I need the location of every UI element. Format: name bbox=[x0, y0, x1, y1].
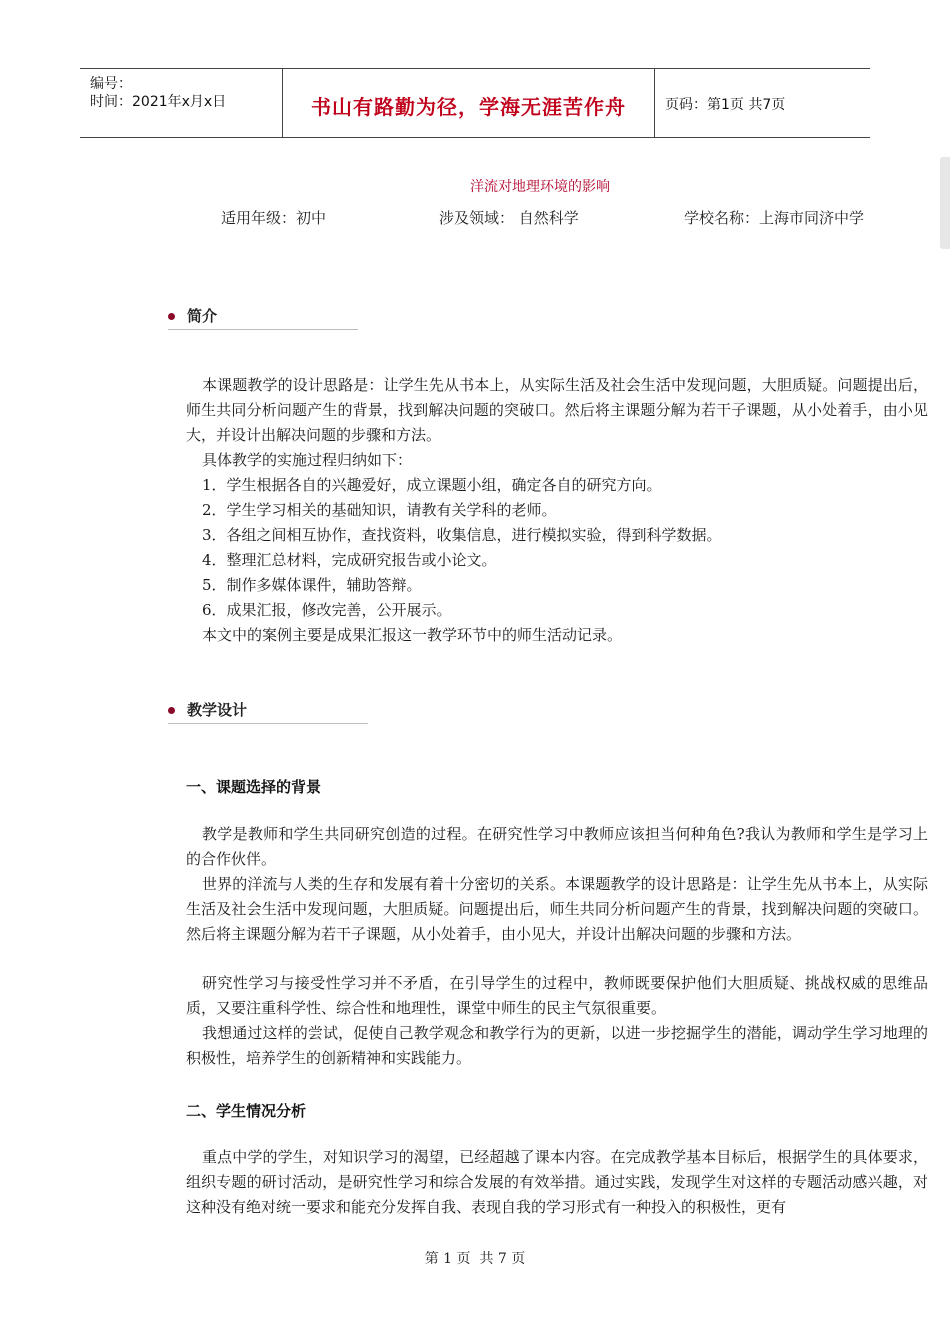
header-page-cell bbox=[655, 69, 870, 137]
intro-closing: 本文中的案例主要是成果汇报这一教学环节中的师生活动记录。 bbox=[202, 626, 623, 644]
section-heading-label: 教学设计 bbox=[187, 701, 248, 719]
page-footer: 第 1 页 共 7 页 bbox=[424, 1251, 526, 1267]
motto: 书山有路勤为径，学海无涯苦作舟 bbox=[311, 95, 626, 119]
list-item: 1．学生根据各自的兴趣爱好，成立课题小组，确定各自的研究方向。 bbox=[202, 476, 662, 494]
number-label: 编号： bbox=[90, 76, 132, 92]
background-paragraph: 教学是教师和学生共同研究创造的过程。在研究性学习中教师应该担当何种角色?我认为教师和学生是学习上的合作伙伴。 bbox=[186, 825, 928, 868]
scrollbar-tab[interactable] bbox=[940, 157, 950, 249]
background-paragraph: 世界的洋流与人类的生存和发展有着十分密切的关系。本课题教学的设计思路是：让学生先从书本上，从实际生活及社会生活中发现问题，大胆质疑。问题提出后，师生共同分析问题产生的背景，找到解决问题的突破口。然后将主课题分解为若干子课题，从小处着手，由小见大，并设计出解决问题的步骤和方法。 bbox=[186, 875, 928, 943]
page-info: 页码：第1页 共7页 bbox=[665, 97, 786, 113]
subheading-students: 二、学生情况分析 bbox=[186, 1102, 307, 1120]
list-item: 6．成果汇报，修改完善，公开展示。 bbox=[202, 601, 452, 619]
section-heading-intro bbox=[168, 305, 358, 333]
bullet-dot-icon bbox=[168, 313, 175, 320]
document-header bbox=[80, 68, 870, 138]
intro-paragraph: 本课题教学的设计思路是：让学生先从书本上，从实际生活及社会生活中发现问题，大胆质疑。问题提出后，师生共同分析问题产生的背景，找到解决问题的突破口。然后将主课题分解为若干子课题，从小处着手，由小见大，并设计出解决问题的步骤和方法。 bbox=[186, 376, 928, 444]
section-underline bbox=[168, 329, 358, 330]
list-item: 5．制作多媒体课件，辅助答辩。 bbox=[202, 576, 422, 594]
list-item: 2．学生学习相关的基础知识，请教有关学科的老师。 bbox=[202, 501, 557, 519]
section-heading-label: 简介 bbox=[187, 307, 218, 325]
field-info: 涉及领域： 自然科学 bbox=[439, 209, 579, 227]
section-heading-design bbox=[168, 699, 368, 727]
document-title: 洋流对地理环境的影响 bbox=[470, 179, 610, 195]
list-item: 4．整理汇总材料，完成研究报告或小论文。 bbox=[202, 551, 497, 569]
intro-process-label: 具体教学的实施过程归纳如下： bbox=[202, 451, 413, 469]
background-paragraph: 研究性学习与接受性学习并不矛盾，在引导学生的过程中，教师既要保护他们大胆质疑、挑战权威的思维品质，又要注重科学性、综合性和地理性，课堂中师生的民主气氛很重要。 bbox=[186, 974, 928, 1017]
list-item: 3．各组之间相互协作，查找资料，收集信息，进行模拟实验，得到科学数据。 bbox=[202, 526, 722, 544]
subheading-background: 一、课题选择的背景 bbox=[186, 778, 322, 796]
date-line: 时间：2021年x月x日 bbox=[90, 94, 227, 110]
section-underline bbox=[168, 723, 368, 724]
header-motto-cell bbox=[283, 69, 655, 137]
header-meta-cell bbox=[80, 69, 283, 137]
school-info: 学校名称：上海市同济中学 bbox=[684, 209, 865, 227]
grade-info: 适用年级：初中 bbox=[221, 209, 327, 227]
students-paragraph: 重点中学的学生，对知识学习的渴望，已经超越了课本内容。在完成教学基本目标后，根据学生的具体要求，组织专题的研讨活动，是研究性学习和综合发展的有效举措。通过实践，发现学生对这样的专题活动感兴趣，对这种没有绝对统一要求和能充分发挥自我、表现自我的学习形式有一种投入的积极性，更有 bbox=[186, 1148, 928, 1216]
background-paragraph: 我想通过这样的尝试，促使自己教学观念和教学行为的更新，以进一步挖掘学生的潜能，调动学生学习地理的积极性，培养学生的创新精神和实践能力。 bbox=[186, 1024, 928, 1067]
bullet-dot-icon bbox=[168, 707, 175, 714]
